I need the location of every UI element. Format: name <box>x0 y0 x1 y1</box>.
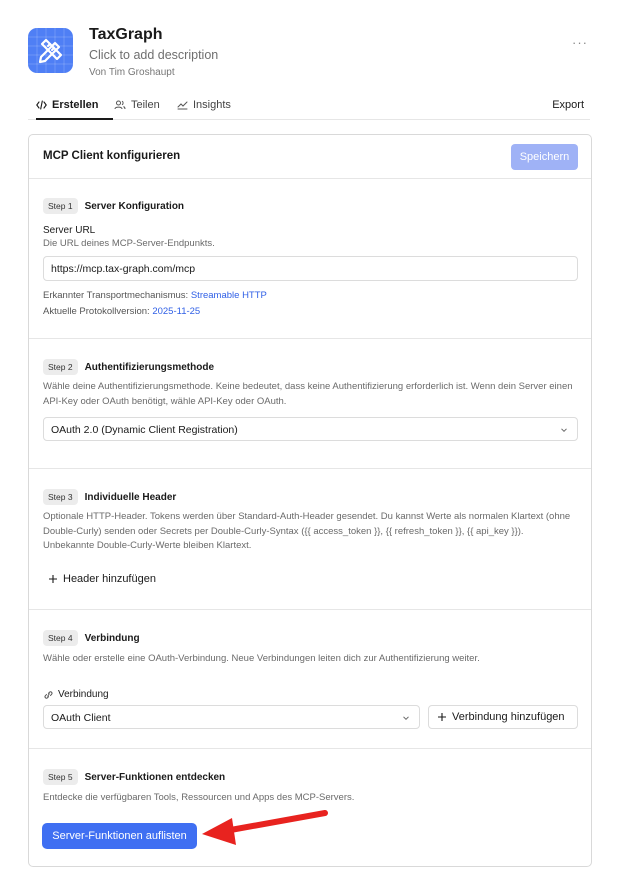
protocol-info: Aktuelle Protokollversion: 2025-11-25 <box>43 306 201 317</box>
server-url-label: Server URL <box>43 225 96 236</box>
step-title: Server-Funktionen entdecken <box>84 771 226 783</box>
step-badge: Step 4 <box>43 630 78 646</box>
save-button[interactable]: Speichern <box>511 144 578 170</box>
discover-help: Entdecke die verfügbaren Tools, Ressourcen und Apps des MCP-Servers. <box>43 792 355 803</box>
users-icon <box>114 100 126 110</box>
step-title: Authentifizierungsmethode <box>84 361 215 373</box>
step-3-section <box>29 469 591 610</box>
connection-value: OAuth Client <box>51 712 111 724</box>
card-title: MCP Client konfigurieren <box>43 150 181 162</box>
pencil-ruler-icon <box>28 28 73 73</box>
chevron-down-icon <box>560 426 568 434</box>
more-options-icon[interactable]: ··· <box>572 35 588 50</box>
app-description[interactable]: Click to add description <box>89 48 219 62</box>
tab-label: Erstellen <box>52 99 99 111</box>
connection-help: Wähle oder erstelle eine OAuth-Verbindung. Neue Verbindungen leiten dich zur Authentifizierung weiter. <box>43 653 480 664</box>
connection-label: Verbindung <box>43 689 109 700</box>
app-author: Von Tim Groshaupt <box>89 67 175 78</box>
headers-help: Optionale HTTP-Header. Tokens werden über Standard-Auth-Header gesendet. Du kannst Werte als normalen Klartext (ohne Double-Curly) senden oder Secrets per Double-Curly-Syntax ({{ access_token }}, {{ refresh_token }}, {{ api_key }}). Unbekannte Double-Curly-Werte bleiben Klartext. <box>43 511 571 551</box>
tab-label: Insights <box>193 99 231 111</box>
app-header <box>28 26 588 82</box>
auth-method-select[interactable] <box>43 417 578 441</box>
tab-erstellen[interactable] <box>36 99 113 120</box>
tab-teilen[interactable] <box>114 99 160 120</box>
tab-label: Teilen <box>131 99 160 111</box>
connection-select[interactable] <box>43 705 420 729</box>
add-connection-button[interactable]: Verbindung hinzufügen <box>428 705 578 729</box>
step-badge: Step 1 <box>43 198 78 214</box>
card-header <box>29 135 591 179</box>
step-title: Individuelle Header <box>84 491 177 503</box>
auth-method-value: OAuth 2.0 (Dynamic Client Registration) <box>51 424 238 436</box>
tab-bar <box>28 95 590 120</box>
export-button[interactable]: Export <box>552 99 584 111</box>
plus-icon <box>48 574 58 584</box>
step-1-section <box>29 179 591 339</box>
server-url-input[interactable]: https://mcp.tax-graph.com/mcp <box>43 256 578 281</box>
step-badge: Step 5 <box>43 769 78 785</box>
chevron-down-icon <box>402 714 410 722</box>
protocol-value: 2025-11-25 <box>152 306 201 317</box>
step-badge: Step 2 <box>43 359 78 375</box>
auth-help: Wähle deine Authentifizierungsmethode. Keine bedeutet, dass keine Authentifizierung erforderlich ist. Wenn dein Server einen API-Key oder OAuth benötigt, wähle API-Key oder OAuth. <box>43 381 573 407</box>
step-2-section <box>29 339 591 469</box>
chart-icon <box>177 100 188 110</box>
step-title: Server Konfiguration <box>84 200 185 212</box>
list-server-functions-button[interactable]: Server-Funktionen auflisten <box>42 823 197 849</box>
add-header-button[interactable]: Header hinzufügen <box>42 569 162 589</box>
server-url-help: Die URL deines MCP-Server-Endpunkts. <box>43 238 215 249</box>
app-title: TaxGraph <box>89 26 163 43</box>
step-title: Verbindung <box>84 632 140 644</box>
code-icon <box>36 100 47 110</box>
transport-info: Erkannter Transportmechanismus: Streamable HTTP <box>43 290 267 301</box>
mcp-config-card <box>28 134 592 867</box>
transport-value: Streamable HTTP <box>190 290 267 301</box>
step-4-section <box>29 610 591 749</box>
step-badge: Step 3 <box>43 489 78 505</box>
tab-insights[interactable] <box>177 99 231 120</box>
app-logo <box>28 28 73 73</box>
plus-icon <box>437 712 447 722</box>
link-icon <box>43 690 54 700</box>
